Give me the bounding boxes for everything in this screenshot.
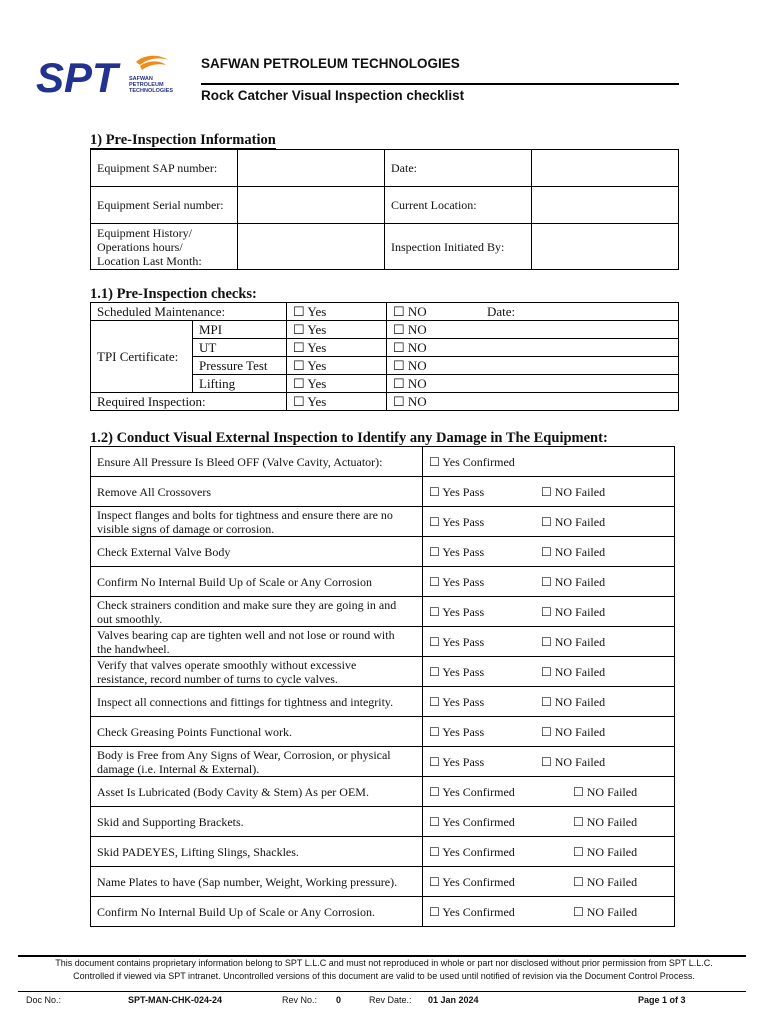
no-checkbox[interactable]: ☐ NO Failed (541, 604, 606, 619)
inspection-item-text: Name Plates to have (Sap number, Weight, Working pressure). (91, 867, 423, 897)
footer-disclaimer: This document contains proprietary information belong to SPT L.L.C and must not reproduced in whole or part nor disclosed without prior permission from SPT L.L.C. Controlled if viewed via SPT intranet. Uncontrolled versions of this document are valid to be used until notified of revision via the Document Control Process. (55, 958, 713, 981)
inspection-row (91, 507, 675, 537)
pre-inspection-info-table (90, 149, 679, 270)
inspection-result-cell (423, 897, 675, 927)
no-checkbox[interactable]: ☐ NO Failed (541, 514, 606, 529)
inspection-item-text: Check External Valve Body (91, 537, 423, 567)
no-checkbox[interactable]: ☐ NO Failed (573, 784, 638, 799)
inspection-item-text: Confirm No Internal Build Up of Scale or Any Corrosion. (91, 897, 423, 927)
scheduled-maintenance-label: Scheduled Maintenance: (91, 303, 287, 321)
required-inspection-label: Required Inspection: (91, 393, 287, 411)
yes-checkbox[interactable]: ☐ Yes Confirmed (429, 844, 515, 859)
no-checkbox[interactable]: ☐ NO Failed (541, 664, 606, 679)
inspection-row (91, 897, 675, 927)
inspection-initiated-field[interactable] (532, 224, 679, 270)
date-field[interactable] (532, 150, 679, 187)
inspection-item-text: Valves bearing cap are tighten well and not lose or round with the handwheel. (91, 627, 423, 657)
inspection-item-text: Skid and Supporting Brackets. (91, 807, 423, 837)
inspection-result-cell (423, 597, 675, 627)
inspection-result-cell (423, 807, 675, 837)
inspection-item-text: Ensure All Pressure Is Bleed OFF (Valve Cavity, Actuator): (91, 447, 423, 477)
scheduled-no-date (387, 303, 679, 321)
tpi-lifting-label: Lifting (193, 375, 287, 393)
mpi-no-checkbox[interactable]: ☐ NO (387, 321, 679, 339)
ut-yes-checkbox[interactable]: ☐ Yes (287, 339, 387, 357)
inspection-initiated-label: Inspection Initiated By: (385, 224, 532, 270)
required-no-checkbox[interactable]: ☐ NO (387, 393, 679, 411)
inspection-row (91, 867, 675, 897)
inspection-row (91, 567, 675, 597)
inspection-item-text: Check Greasing Points Functional work. (91, 717, 423, 747)
spt-logo (36, 52, 186, 100)
company-name: SAFWAN PETROLEUM TECHNOLOGIES (201, 56, 460, 71)
tpi-ut-label: UT (193, 339, 287, 357)
inspection-result-cell (423, 777, 675, 807)
yes-checkbox[interactable]: ☐ Yes Confirmed (429, 784, 515, 799)
current-location-label: Current Location: (385, 187, 532, 224)
yes-checkbox[interactable]: ☐ Yes Pass (429, 514, 485, 529)
rev-no-value: 0 (336, 995, 342, 1005)
footer-divider-bottom (18, 991, 746, 992)
inspection-item-text: Verify that valves operate smoothly without excessive resistance, record number of turns to cycle valves. (91, 657, 423, 687)
yes-checkbox[interactable]: ☐ Yes Pass (429, 484, 485, 499)
no-checkbox[interactable]: ☐ NO Failed (541, 484, 606, 499)
inspection-item-text: Body is Free from Any Signs of Wear, Corrosion, or physical damage (i.e. Internal & External). (91, 747, 423, 777)
inspection-row (91, 807, 675, 837)
required-yes-checkbox[interactable]: ☐ Yes (287, 393, 387, 411)
yes-checkbox[interactable]: ☐ Yes Pass (429, 604, 485, 619)
svg-text:SPT: SPT (36, 54, 118, 100)
inspection-result-cell (423, 537, 675, 567)
svg-text:SAFWAN: SAFWAN (129, 76, 153, 82)
inspection-result-cell (423, 477, 675, 507)
rev-no-label: Rev No.: (282, 995, 318, 1005)
pre-inspection-checks-table (90, 302, 679, 411)
no-checkbox[interactable]: ☐ NO Failed (541, 694, 606, 709)
inspection-result-cell (423, 657, 675, 687)
no-checkbox[interactable]: ☐ NO Failed (573, 844, 638, 859)
inspection-row (91, 687, 675, 717)
visual-inspection-table (90, 446, 675, 927)
yes-checkbox[interactable]: ☐ Yes Confirmed (429, 814, 515, 829)
yes-checkbox[interactable]: ☐ Yes Pass (429, 634, 485, 649)
inspection-item-text: Check strainers condition and make sure they are going in and out smoothly. (91, 597, 423, 627)
yes-checkbox[interactable]: ☐ Yes Pass (429, 544, 485, 559)
inspection-result-cell (423, 867, 675, 897)
equipment-history-field[interactable] (238, 224, 385, 270)
scheduled-yes-checkbox[interactable]: ☐ Yes (287, 303, 387, 321)
current-location-field[interactable] (532, 187, 679, 224)
yes-checkbox[interactable]: ☐ Yes Pass (429, 694, 485, 709)
lifting-yes-checkbox[interactable]: ☐ Yes (287, 375, 387, 393)
yes-checkbox[interactable]: ☐ Yes Confirmed (429, 904, 515, 919)
inspection-result-cell (423, 567, 675, 597)
section11-heading: 1.1) Pre-Inspection checks: (90, 286, 257, 302)
inspection-row (91, 717, 675, 747)
no-checkbox[interactable]: ☐ NO Failed (541, 544, 606, 559)
pressure-test-no-checkbox[interactable]: ☐ NO (387, 357, 679, 375)
inspection-item-text: Confirm No Internal Build Up of Scale or Any Corrosion (91, 567, 423, 597)
inspection-result-cell (423, 627, 675, 657)
inspection-row (91, 627, 675, 657)
yes-checkbox[interactable]: ☐ Yes Pass (429, 724, 485, 739)
tpi-pressure-test-label: Pressure Test (193, 357, 287, 375)
no-checkbox[interactable]: ☐ NO Failed (573, 904, 638, 919)
inspection-row (91, 597, 675, 627)
sap-number-label: Equipment SAP number: (91, 150, 238, 187)
yes-checkbox[interactable]: ☐ Yes Confirmed (429, 874, 515, 889)
tpi-certificate-label: TPI Certificate: (91, 321, 193, 393)
equipment-history-label: Equipment History/ Operations hours/ Location Last Month: (91, 224, 238, 270)
page-number: Page 1 of 3 (638, 995, 686, 1005)
inspection-item-text: Asset Is Lubricated (Body Cavity & Stem) As per OEM. (91, 777, 423, 807)
pressure-test-yes-checkbox[interactable]: ☐ Yes (287, 357, 387, 375)
inspection-item-text: Skid PADEYES, Lifting Slings, Shackles. (91, 837, 423, 867)
svg-text:TECHNOLOGIES: TECHNOLOGIES (129, 88, 174, 94)
inspection-row (91, 447, 675, 477)
serial-number-label: Equipment Serial number: (91, 187, 238, 224)
no-checkbox[interactable]: ☐ NO Failed (573, 814, 638, 829)
yes-checkbox[interactable]: ☐ Yes Pass (429, 664, 485, 679)
tpi-mpi-label: MPI (193, 321, 287, 339)
doc-no-label: Doc No.: (26, 995, 62, 1005)
section12-heading: 1.2) Conduct Visual External Inspection to Identify any Damage in The Equipment: (90, 430, 608, 446)
inspection-row (91, 537, 675, 567)
lifting-no-checkbox[interactable]: ☐ NO (387, 375, 679, 393)
inspection-result-cell (423, 687, 675, 717)
inspection-row (91, 747, 675, 777)
section1-heading: 1) Pre-Inspection Information (90, 132, 276, 148)
inspection-result-cell (423, 447, 675, 477)
inspection-row (91, 657, 675, 687)
scheduled-date-label: Date: (487, 304, 516, 319)
no-checkbox[interactable]: ☐ NO Failed (573, 874, 638, 889)
date-label: Date: (385, 150, 532, 187)
inspection-result-cell (423, 747, 675, 777)
scheduled-no-checkbox[interactable]: ☐ NO (393, 304, 427, 319)
inspection-item-text: Inspect all connections and fittings for tightness and integrity. (91, 687, 423, 717)
no-checkbox[interactable]: ☐ NO Failed (541, 634, 606, 649)
yes-checkbox[interactable]: ☐ Yes Pass (429, 574, 485, 589)
rev-date-value: 01 Jan 2024 (428, 995, 479, 1005)
mpi-yes-checkbox[interactable]: ☐ Yes (287, 321, 387, 339)
inspection-result-cell (423, 507, 675, 537)
document-title: Rock Catcher Visual Inspection checklist (201, 88, 465, 103)
ut-no-checkbox[interactable]: ☐ NO (387, 339, 679, 357)
no-checkbox[interactable]: ☐ NO Failed (541, 574, 606, 589)
doc-no-value: SPT-MAN-CHK-024-24 (128, 995, 223, 1005)
inspection-result-cell (423, 717, 675, 747)
inspection-item-text: Remove All Crossovers (91, 477, 423, 507)
inspection-row (91, 477, 675, 507)
inspection-row (91, 777, 675, 807)
inspection-item-text: Inspect flanges and bolts for tightness and ensure there are no visible signs of damage or corrosion. (91, 507, 423, 537)
no-checkbox[interactable]: ☐ NO Failed (541, 724, 606, 739)
inspection-result-cell (423, 837, 675, 867)
rev-date-label: Rev Date.: (369, 995, 412, 1005)
yes-checkbox[interactable]: ☐ Yes Pass (429, 754, 485, 769)
no-checkbox[interactable]: ☐ NO Failed (541, 754, 606, 769)
header-divider (201, 83, 679, 85)
inspection-row (91, 837, 675, 867)
serial-number-field[interactable] (238, 187, 385, 224)
sap-number-field[interactable] (238, 150, 385, 187)
svg-text:PETROLEUM: PETROLEUM (129, 82, 164, 88)
yes-checkbox[interactable]: ☐ Yes Confirmed (429, 454, 515, 469)
